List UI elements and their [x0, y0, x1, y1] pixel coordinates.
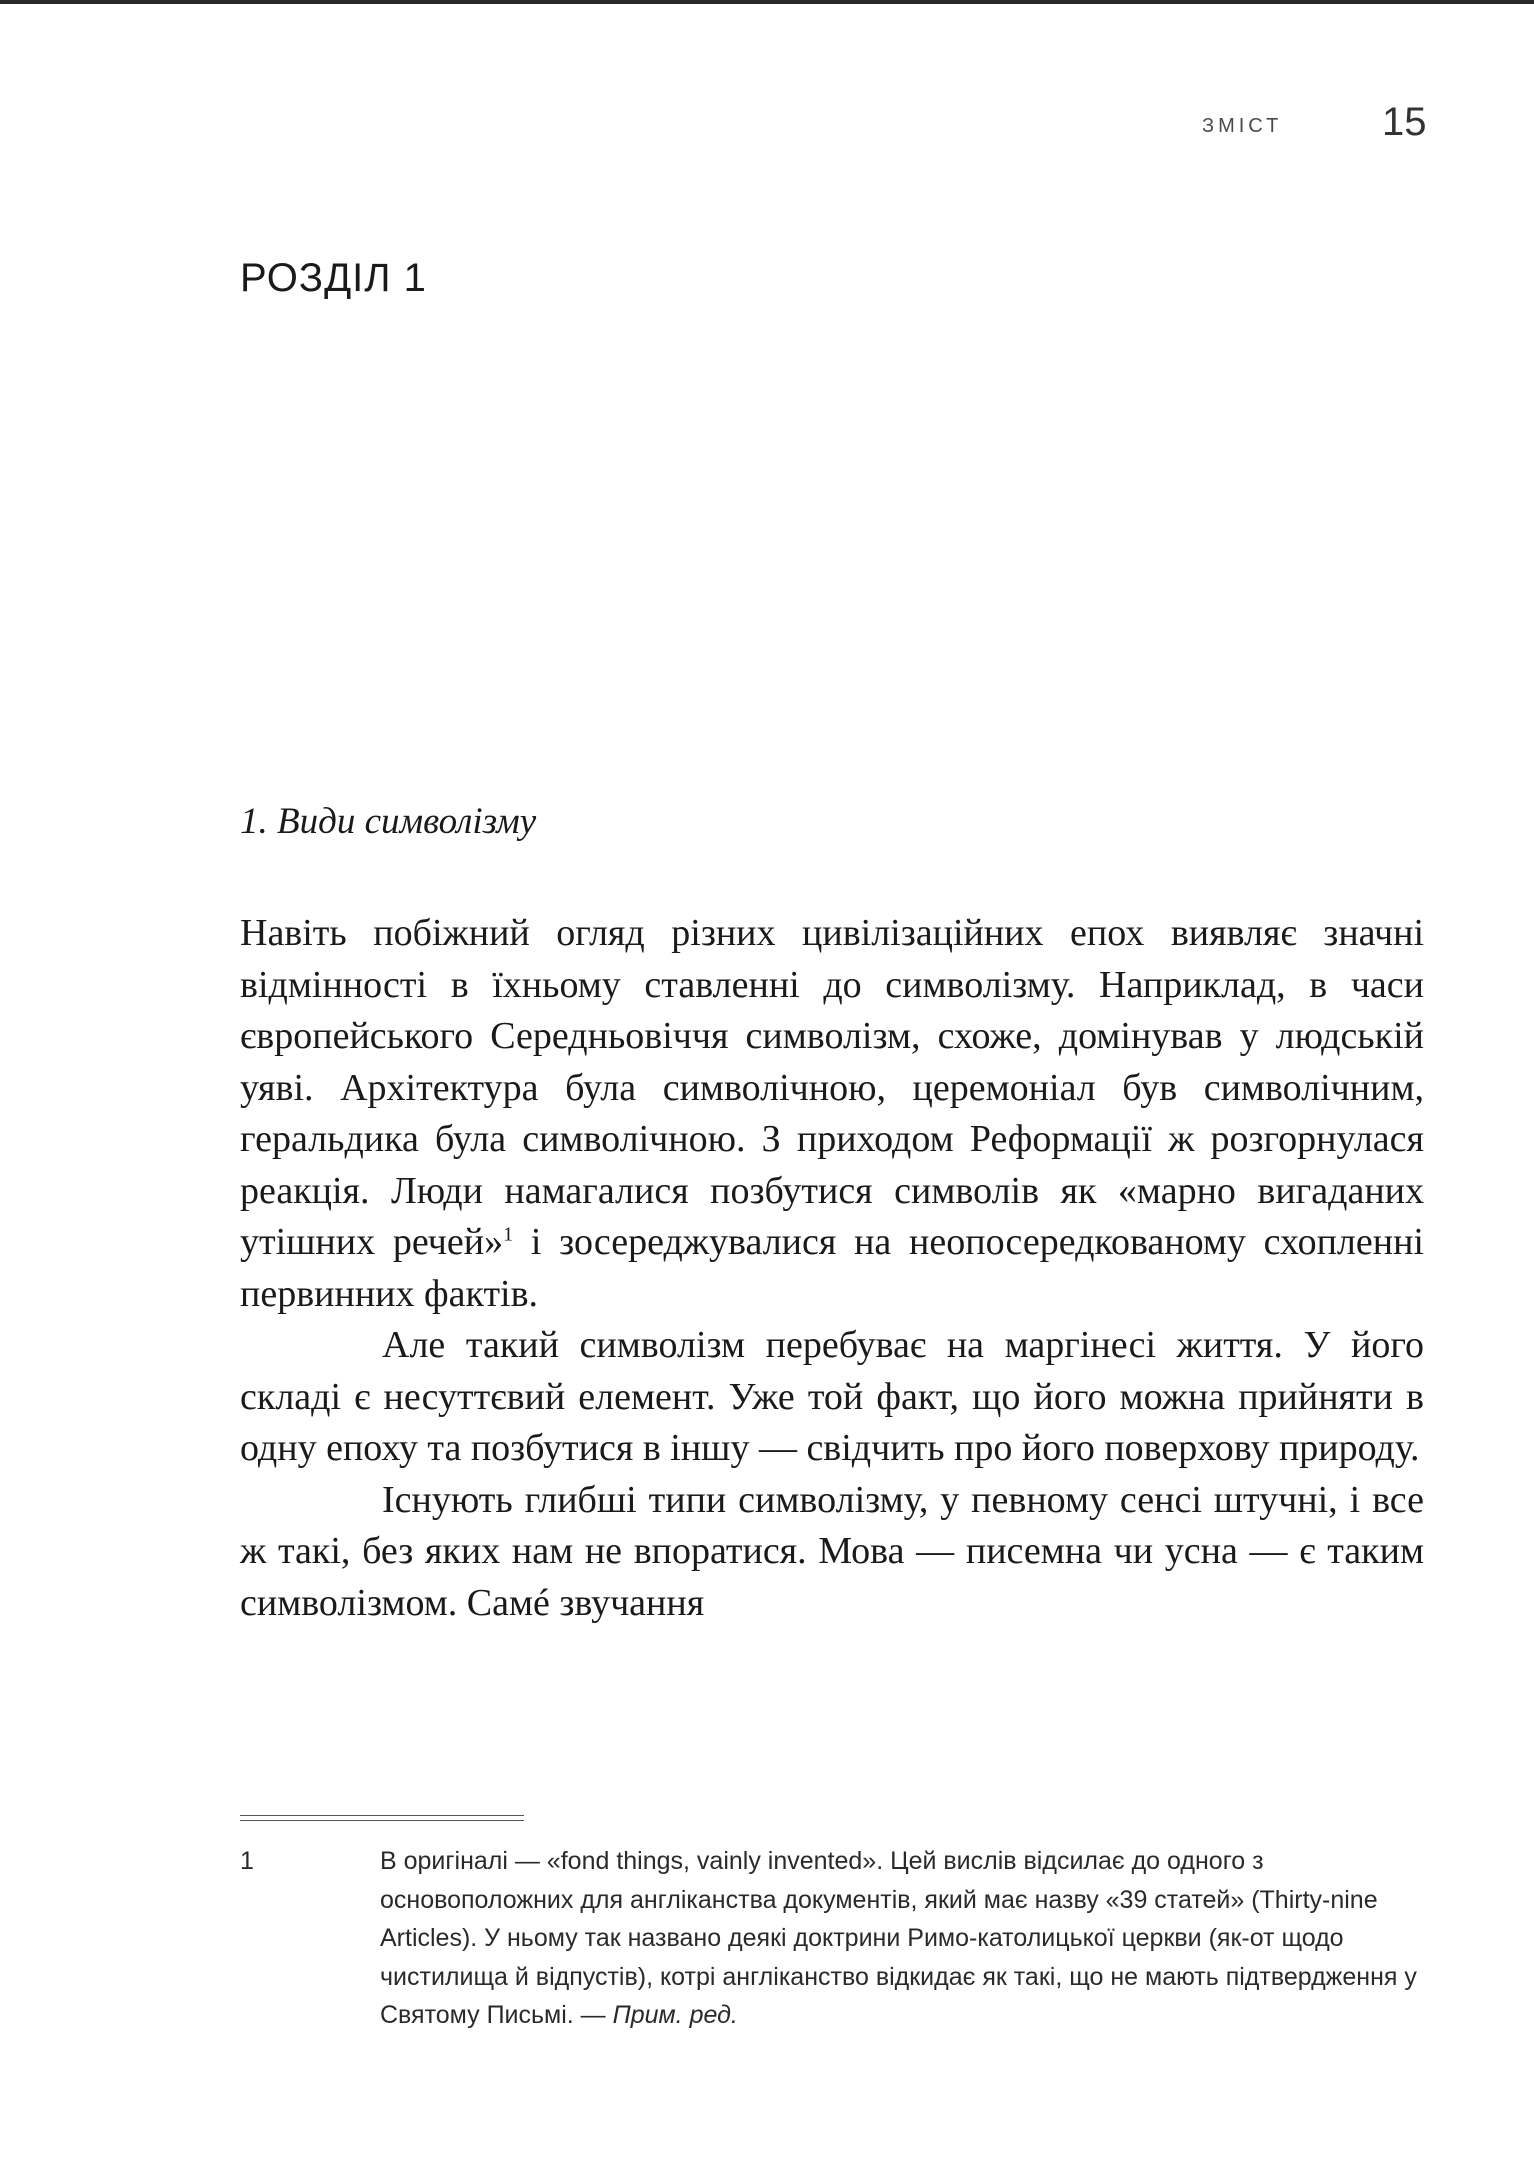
paragraph-1-text-continued: і зосереджувалися на неопосередкованому схопленні первинних фактів. [240, 1221, 1424, 1315]
paragraph-1 [240, 908, 1424, 1320]
top-border-line [0, 0, 1534, 4]
footnote [240, 1842, 1426, 2035]
footnote-body: В оригіналі — «fond things, vainly invented». Цей вислів відсилає до одного з основоположних для англіканства документів, який має назву «39 статей» (Thirty-nine Articles). У ньому так названо деякі доктрини Римо-католицької церкви (як-от щодо чистилища й відпустів), котрі англіканство відкидає як такі, що не мають підтвердження у Святому Письмі. — [380, 1847, 1417, 2029]
running-head [1150, 100, 1430, 150]
footnote-reference[interactable]: 1 [503, 1223, 514, 1246]
footnote-text [380, 1842, 1426, 2035]
footnote-attribution: Прим. ред. [612, 2001, 738, 2029]
paragraph-2: Але такий символізм перебуває на маргінесі життя. У його складі є несуттєвий елемент. Уже той факт, що його можна прийняти в одну епоху та позбутися в іншу — свідчить про його поверхову природу. [240, 1324, 1424, 1469]
footnote-number: 1 [240, 1847, 254, 1875]
footnote-divider [240, 1815, 524, 1821]
chapter-title: РОЗДІЛ 1 [240, 256, 427, 300]
section-heading: 1. Види символізму [240, 801, 537, 842]
paragraph-3: Існують глибші типи символізму, у певному сенсі штучні, і все ж такі, без яких нам не впоратися. Мова — писемна чи усна — є таким символізмом. Самé звучання [240, 1478, 1424, 1624]
paragraph-1-text: Навіть побіжний огляд різних цивілізаційних епох виявляє значні відмінності в їхньому ставленні до символізму. Наприклад, в часи європейського Середньовіччя символізм, схоже, домінував у людській уяві. Архітектура була символічною, церемоніал був символічним, геральдика була символічною. З приходом Реформації ж розгорнулася реакція. Люди намагалися позбутися символів як «марно вигаданих утішних речей» [240, 912, 1424, 1263]
body-text [240, 908, 1424, 1629]
page-number: 15 [1382, 100, 1427, 144]
running-title: ЗМІСТ [1202, 115, 1283, 137]
